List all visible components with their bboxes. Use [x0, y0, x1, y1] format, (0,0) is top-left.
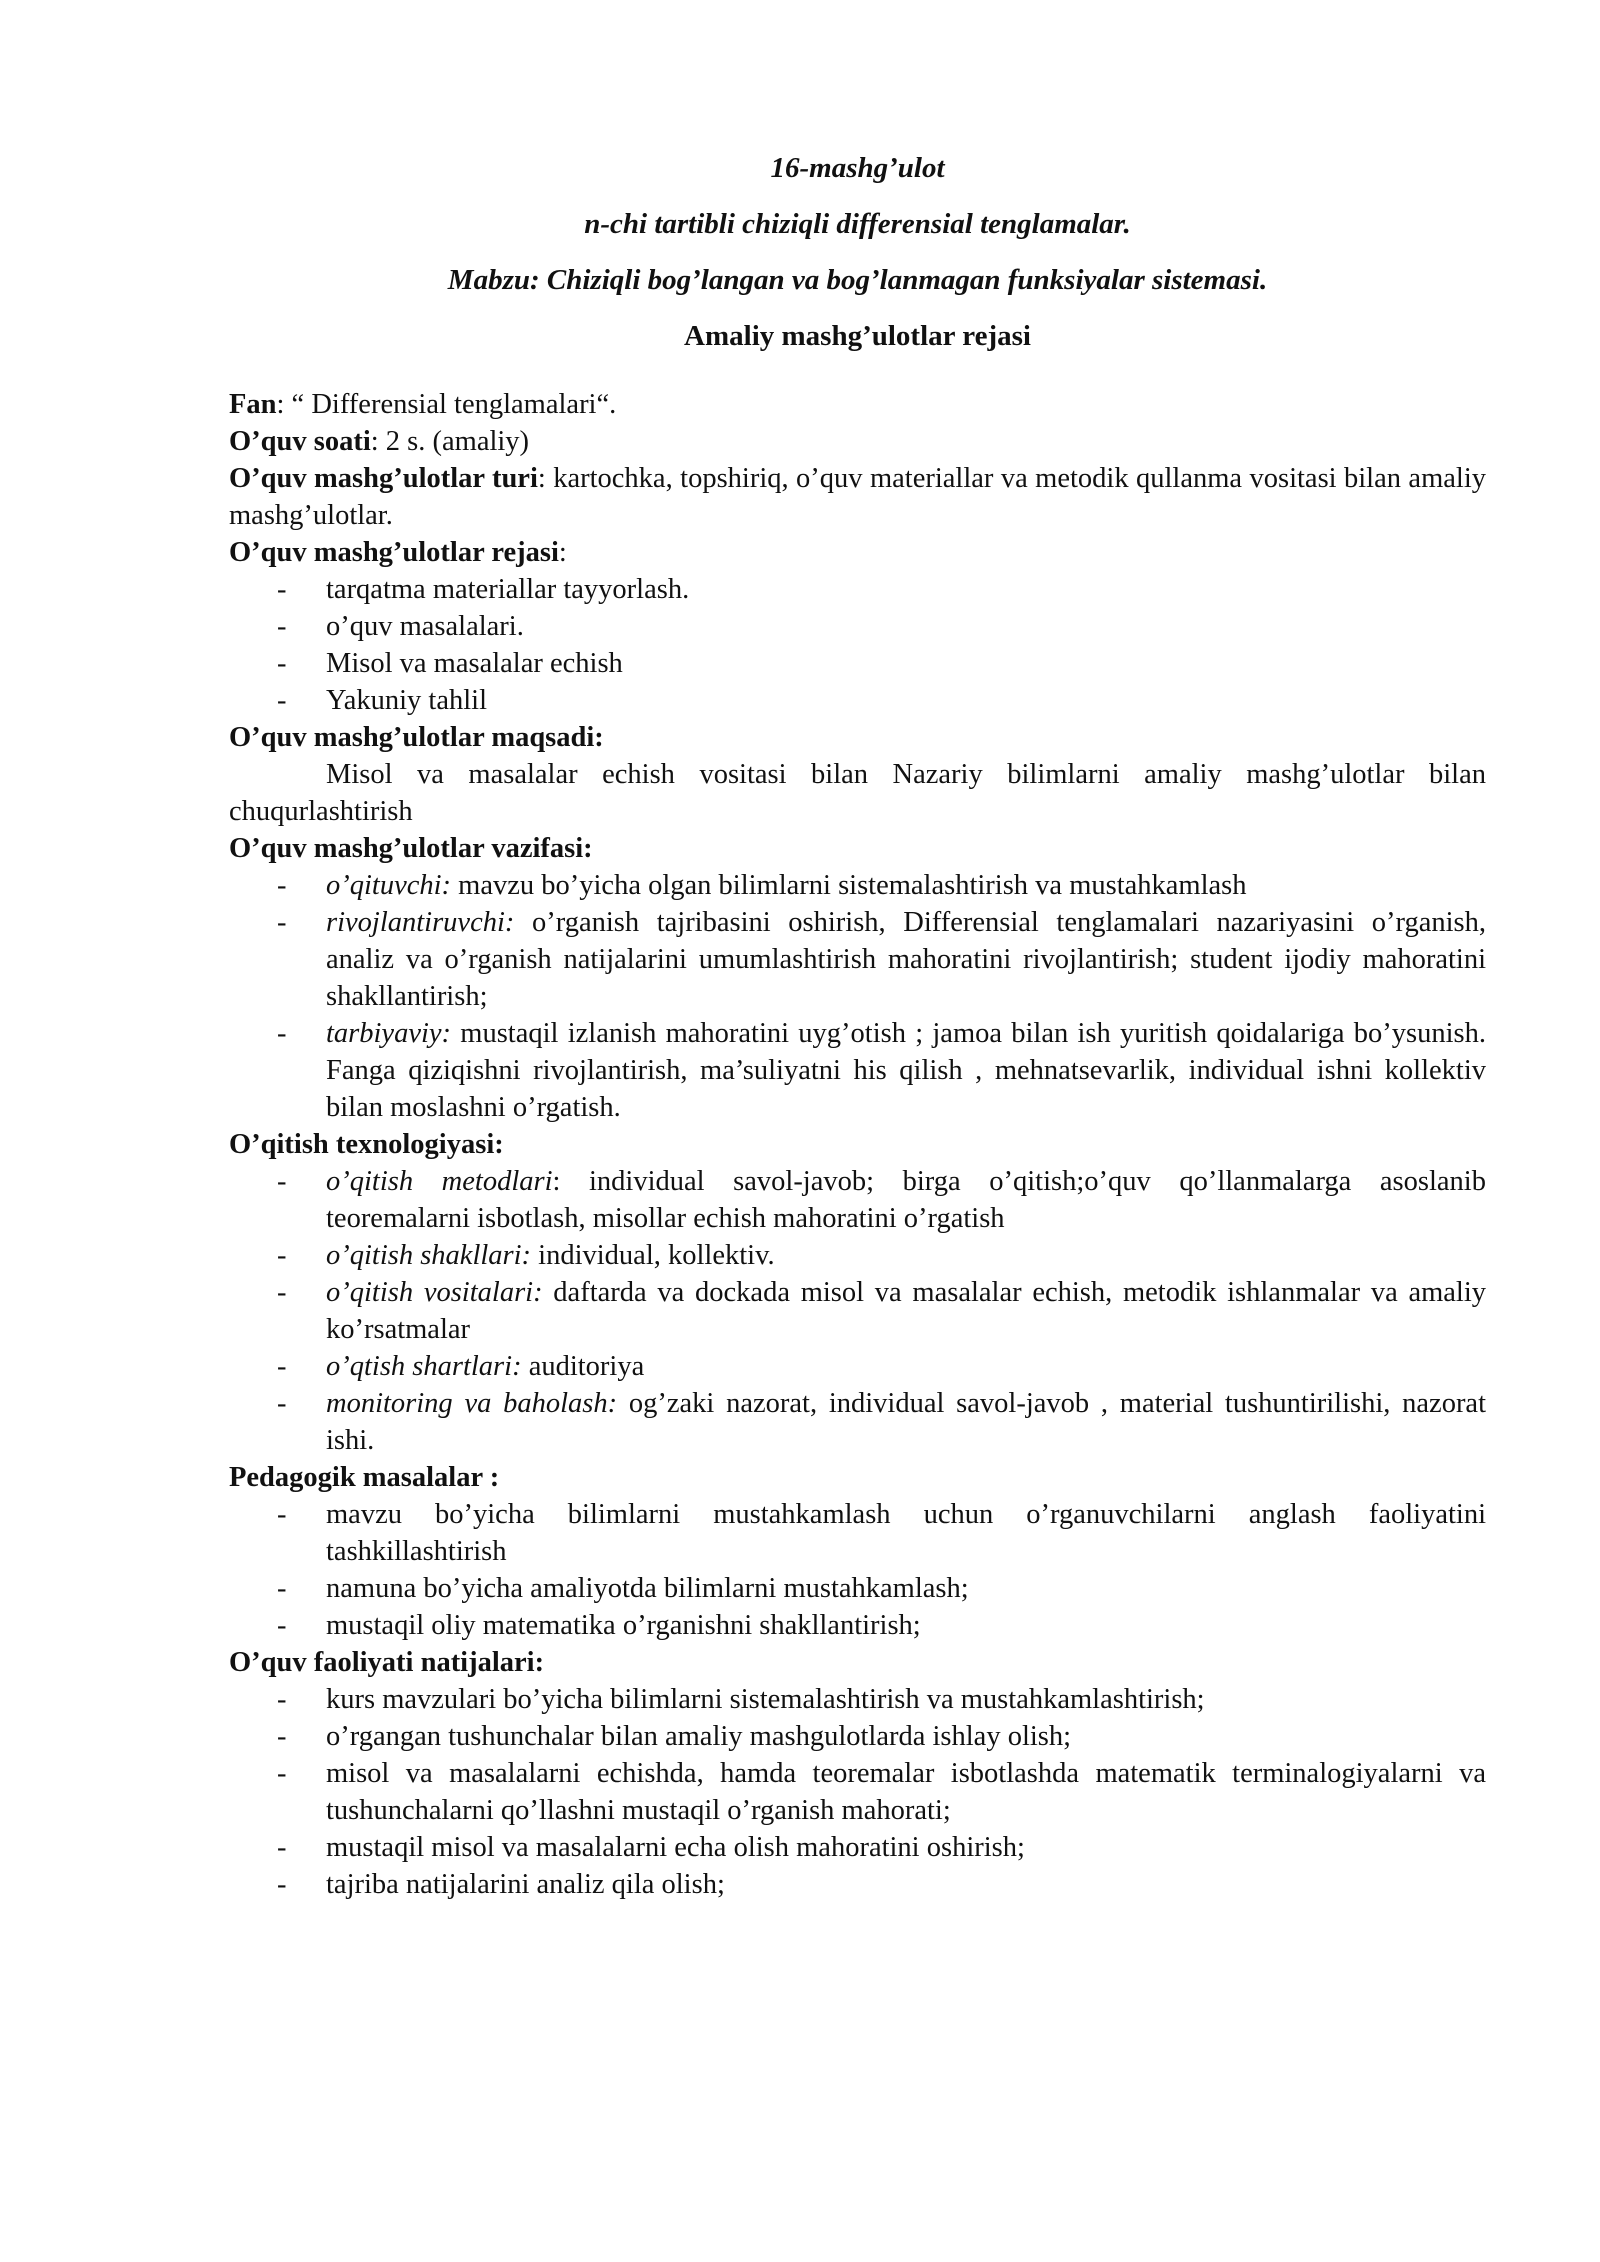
term: tarbiyaviy: [326, 1018, 452, 1049]
results-list [229, 1681, 1486, 1903]
plan-title: Amaliy mashg’ulotlar rejasi [684, 320, 1031, 352]
subject-title: Mabzu: Chiziqli bog’langan va bog’lanmagan funksiyalar sistemasi. [447, 264, 1268, 296]
hours-line [229, 423, 1486, 460]
list-item: - tarqatma materiallar tayyorlash. [229, 571, 1486, 608]
plan-colon: : [558, 537, 567, 568]
hours-value: : 2 s. (amaliy) [370, 426, 530, 457]
list-item [229, 1385, 1486, 1459]
fan-value: : “ Differensial tenglamalari“. [276, 389, 617, 420]
term-text: : individual savol-javob; birga o’qitish;o’quv qo’llanmalarga asoslanib teoremalarni isbotlash, misollar echish mahoratini o’rgatish [326, 1166, 1486, 1234]
topic-title: n-chi tartibli chiziqli differensial tenglamalar. [584, 208, 1131, 240]
term: o’qitish shakllari: [326, 1240, 532, 1271]
results-heading: O’quv faoliyati natijalari: [229, 1647, 545, 1678]
list-item: - mustaqil misol va masalalarni echa olish mahoratini oshirish; [229, 1829, 1486, 1866]
term-text: mustaqil izlanish mahoratini uyg’otish ; jamoa bilan ish yuritish qoidalariga bo’ysunish. Fanga qiziqishni rivojlantirish, ma’suliyatni his qilish , mehnatsevarlik, individual ishni kollektiv bilan moslashni o’rgatish. [326, 1018, 1486, 1123]
list-item [229, 1163, 1486, 1237]
term-text: daftarda va dockada misol va masalalar echish, metodik ishlanmalar va amaliy ko’rsatmalar [326, 1277, 1487, 1345]
term: monitoring va baholash: [326, 1388, 618, 1419]
list-item: - Misol va masalalar echish [229, 645, 1486, 682]
term: o’qituvchi: [326, 870, 452, 901]
lesson-number: 16-mashg’ulot [770, 152, 945, 184]
list-item [229, 904, 1486, 1015]
hours-label: O’quv soati [229, 426, 371, 457]
type-label: O’quv mashg’ulotlar turi [229, 463, 538, 494]
list-item: - misol va masalalarni echishda, hamda teoremalar isbotlashda matematik terminalogiyalarni va tushunchalarni qo’llashni mustaqil o’rganish mahorati; [229, 1755, 1486, 1829]
plan-list [229, 571, 1486, 719]
plan-heading [229, 534, 1486, 571]
list-item [229, 867, 1486, 904]
technology-heading: O’qitish texnologiyasi: [229, 1129, 504, 1160]
term-text: o’rganish tajribasini oshirish, Differensial tenglamalari nazariyasini o’rganish, analiz va o’rganish natijalarini umumlashtirish mahoratini rivojlantirish; student ijodiy mahoratini shakllantirish; [326, 907, 1486, 1012]
term-text: individual, kollektiv. [531, 1240, 775, 1271]
term: o’qitish metodlari [326, 1166, 553, 1197]
tasks-heading: O’quv mashg’ulotlar vazifasi: [229, 833, 593, 864]
fan-label: Fan [229, 389, 277, 420]
list-item: - Yakuniy tahlil [229, 682, 1486, 719]
type-line [229, 460, 1486, 534]
goal-heading: O’quv mashg’ulotlar maqsadi: [229, 722, 604, 753]
term: rivojlantiruvchi: [326, 907, 515, 938]
list-item: - mavzu bo’yicha bilimlarni mustahkamlash uchun o’rganuvchilarni anglash faoliyatini tashkillashtirish [229, 1496, 1486, 1570]
list-item: - o’rgangan tushunchalar bilan amaliy mashgulotlarda ishlay olish; [229, 1718, 1486, 1755]
list-item [229, 1348, 1486, 1385]
list-item [229, 1015, 1486, 1126]
technology-list [229, 1163, 1486, 1459]
type-value: : kartochka, topshiriq, o’quv materiallar va metodik qullanma vositasi bilan amaliy mashg’ulotlar. [229, 463, 1486, 531]
term-text: mavzu bo’yicha olgan bilimlarni sistemalashtirish va mustahkamlash [451, 870, 1247, 901]
list-item [229, 1274, 1486, 1348]
plan-label: O’quv mashg’ulotlar rejasi [229, 537, 559, 568]
term: o’qitish vositalari: [326, 1277, 543, 1308]
fan-line [229, 386, 1486, 423]
document-page [229, 148, 1486, 1903]
term: o’qtish shartlari: [326, 1351, 522, 1382]
term-text: og’zaki nazorat, individual savol-javob , material tushuntirilishi, nazorat ishi. [326, 1388, 1486, 1456]
list-item: - o’quv masalalari. [229, 608, 1486, 645]
tasks-list [229, 867, 1486, 1126]
list-item: - kurs mavzulari bo’yicha bilimlarni sistemalashtirish va mustahkamlashtirish; [229, 1681, 1486, 1718]
list-item [229, 1237, 1486, 1274]
pedagogic-heading: Pedagogik masalalar : [229, 1462, 500, 1493]
goal-text: Misol va masalalar echish vositasi bilan Nazariy bilimlarni amaliy mashg’ulotlar bilan chuqurlashtirish [229, 759, 1486, 827]
pedagogic-list [229, 1496, 1486, 1644]
list-item: - tajriba natijalarini analiz qila olish; [229, 1866, 1486, 1903]
list-item: - namuna bo’yicha amaliyotda bilimlarni mustahkamlash; [229, 1570, 1486, 1607]
list-item: - mustaqil oliy matematika o’rganishni shakllantirish; [229, 1607, 1486, 1644]
term-text: auditoriya [521, 1351, 645, 1382]
